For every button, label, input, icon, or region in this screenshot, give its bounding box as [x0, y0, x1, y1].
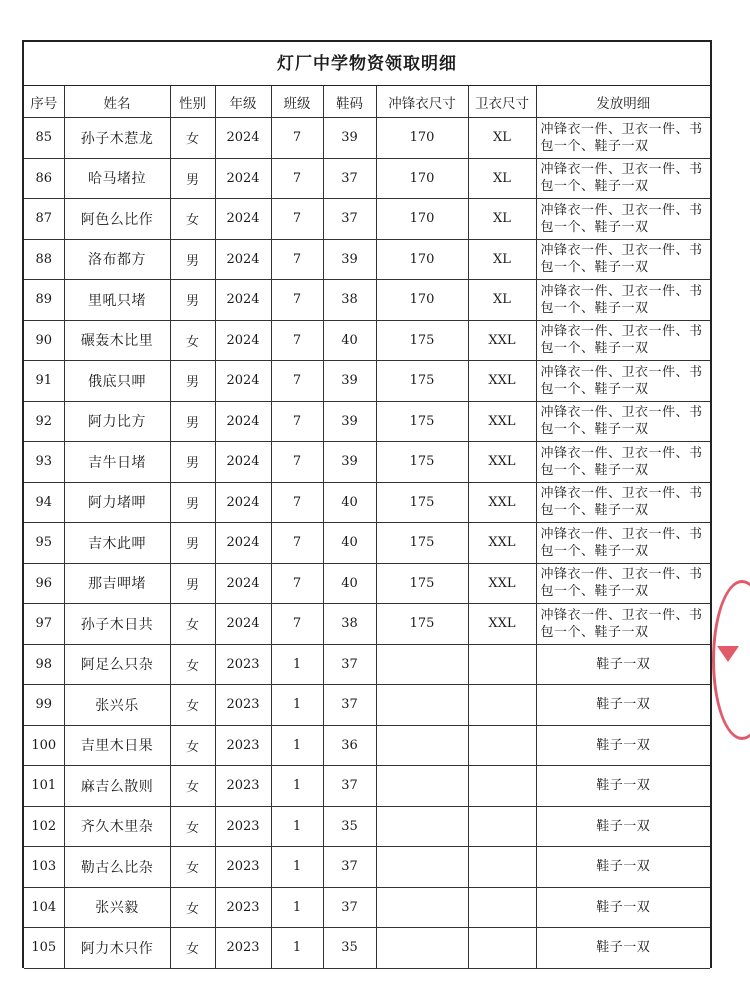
cell-detail: 冲锋衣一件、卫衣一件、书包一个、鞋子一双 [536, 320, 710, 361]
cell-grade: 2024 [215, 361, 271, 402]
cell-gender: 男 [170, 239, 215, 280]
cell-detail: 冲锋衣一件、卫衣一件、书包一个、鞋子一双 [536, 482, 710, 523]
cell-no: 95 [24, 523, 64, 564]
cell-hoodie-size [468, 685, 536, 726]
cell-hoodie-size [468, 806, 536, 847]
cell-gender: 女 [170, 806, 215, 847]
table-row [24, 928, 710, 969]
cell-shoe-size: 37 [323, 685, 376, 726]
cell-jacket-size: 175 [376, 604, 468, 645]
cell-no: 88 [24, 239, 64, 280]
cell-grade: 2024 [215, 158, 271, 199]
cell-jacket-size [376, 766, 468, 807]
cell-gender: 男 [170, 482, 215, 523]
cell-grade: 2024 [215, 523, 271, 564]
cell-name: 那吉呷堵 [64, 563, 170, 604]
cell-class: 1 [271, 847, 323, 888]
cell-shoe-size: 39 [323, 361, 376, 402]
cell-gender: 男 [170, 361, 215, 402]
cell-detail: 鞋子一双 [536, 806, 710, 847]
cell-hoodie-size: XXL [468, 563, 536, 604]
cell-name: 阿力比方 [64, 401, 170, 442]
cell-name: 麻吉么散则 [64, 766, 170, 807]
cell-detail: 冲锋衣一件、卫衣一件、书包一个、鞋子一双 [536, 280, 710, 321]
header-detail: 发放明细 [536, 86, 710, 118]
cell-name: 勒古么比杂 [64, 847, 170, 888]
cell-shoe-size: 40 [323, 320, 376, 361]
cell-grade: 2024 [215, 563, 271, 604]
cell-class: 7 [271, 239, 323, 280]
cell-gender: 女 [170, 199, 215, 240]
cell-jacket-size [376, 887, 468, 928]
cell-grade: 2023 [215, 847, 271, 888]
cell-grade: 2024 [215, 320, 271, 361]
header-gender: 性别 [170, 86, 215, 118]
cell-name: 阿力木只作 [64, 928, 170, 969]
cell-shoe-size: 40 [323, 482, 376, 523]
header-hoodie-size: 卫衣尺寸 [468, 86, 536, 118]
cell-hoodie-size [468, 928, 536, 969]
cell-grade: 2024 [215, 442, 271, 483]
cell-gender: 女 [170, 685, 215, 726]
cell-hoodie-size: XL [468, 158, 536, 199]
cell-gender: 男 [170, 442, 215, 483]
header-no: 序号 [24, 86, 64, 118]
cell-name: 阿足么只杂 [64, 644, 170, 685]
cell-no: 91 [24, 361, 64, 402]
cell-name: 孙子木日共 [64, 604, 170, 645]
cell-detail: 冲锋衣一件、卫衣一件、书包一个、鞋子一双 [536, 118, 710, 159]
cell-class: 7 [271, 442, 323, 483]
cell-name: 阿力堵呷 [64, 482, 170, 523]
cell-gender: 女 [170, 766, 215, 807]
cell-detail: 鞋子一双 [536, 847, 710, 888]
cell-jacket-size: 170 [376, 239, 468, 280]
cell-no: 89 [24, 280, 64, 321]
table-row [24, 280, 710, 321]
cell-no: 85 [24, 118, 64, 159]
cell-no: 100 [24, 725, 64, 766]
cell-hoodie-size [468, 766, 536, 807]
cell-name: 齐久木里杂 [64, 806, 170, 847]
header-grade: 年级 [215, 86, 271, 118]
cell-detail: 冲锋衣一件、卫衣一件、书包一个、鞋子一双 [536, 523, 710, 564]
cell-hoodie-size: XL [468, 239, 536, 280]
table-row [24, 806, 710, 847]
table-row [24, 644, 710, 685]
cell-detail: 冲锋衣一件、卫衣一件、书包一个、鞋子一双 [536, 563, 710, 604]
cell-hoodie-size [468, 644, 536, 685]
cell-jacket-size: 170 [376, 199, 468, 240]
cell-no: 97 [24, 604, 64, 645]
distribution-table [24, 86, 710, 969]
cell-no: 87 [24, 199, 64, 240]
cell-jacket-size [376, 685, 468, 726]
table-row [24, 199, 710, 240]
cell-jacket-size [376, 644, 468, 685]
red-seal-stamp [712, 580, 750, 740]
cell-gender: 女 [170, 887, 215, 928]
cell-detail: 鞋子一双 [536, 685, 710, 726]
cell-class: 7 [271, 199, 323, 240]
cell-no: 93 [24, 442, 64, 483]
cell-no: 94 [24, 482, 64, 523]
cell-hoodie-size: XL [468, 199, 536, 240]
cell-class: 1 [271, 766, 323, 807]
cell-grade: 2023 [215, 928, 271, 969]
table-row [24, 523, 710, 564]
cell-class: 1 [271, 685, 323, 726]
cell-hoodie-size: XXL [468, 401, 536, 442]
cell-class: 7 [271, 280, 323, 321]
cell-grade: 2023 [215, 806, 271, 847]
cell-jacket-size [376, 806, 468, 847]
cell-hoodie-size: XL [468, 118, 536, 159]
cell-class: 1 [271, 725, 323, 766]
cell-shoe-size: 39 [323, 239, 376, 280]
cell-jacket-size: 175 [376, 401, 468, 442]
cell-jacket-size [376, 847, 468, 888]
cell-gender: 女 [170, 928, 215, 969]
cell-name: 碾轰木比里 [64, 320, 170, 361]
cell-grade: 2024 [215, 118, 271, 159]
cell-no: 101 [24, 766, 64, 807]
cell-no: 86 [24, 158, 64, 199]
cell-grade: 2024 [215, 239, 271, 280]
cell-shoe-size: 40 [323, 523, 376, 564]
cell-name: 吉牛日堵 [64, 442, 170, 483]
cell-class: 7 [271, 158, 323, 199]
cell-class: 7 [271, 604, 323, 645]
cell-no: 92 [24, 401, 64, 442]
cell-gender: 男 [170, 563, 215, 604]
cell-gender: 男 [170, 401, 215, 442]
table-row [24, 239, 710, 280]
cell-name: 孙子木惹龙 [64, 118, 170, 159]
cell-gender: 女 [170, 320, 215, 361]
cell-class: 7 [271, 563, 323, 604]
cell-grade: 2023 [215, 725, 271, 766]
cell-class: 1 [271, 806, 323, 847]
cell-hoodie-size: XXL [468, 320, 536, 361]
cell-jacket-size [376, 928, 468, 969]
cell-name: 吉木此呷 [64, 523, 170, 564]
cell-name: 吉里木日果 [64, 725, 170, 766]
cell-shoe-size: 35 [323, 928, 376, 969]
cell-shoe-size: 35 [323, 806, 376, 847]
header-class: 班级 [271, 86, 323, 118]
table-row [24, 604, 710, 645]
header-shoe-size: 鞋码 [323, 86, 376, 118]
cell-shoe-size: 39 [323, 401, 376, 442]
cell-shoe-size: 38 [323, 604, 376, 645]
table-row [24, 361, 710, 402]
cell-gender: 女 [170, 118, 215, 159]
cell-name: 洛布都方 [64, 239, 170, 280]
cell-jacket-size: 170 [376, 158, 468, 199]
cell-gender: 女 [170, 847, 215, 888]
cell-hoodie-size: XXL [468, 482, 536, 523]
cell-gender: 男 [170, 158, 215, 199]
cell-detail: 冲锋衣一件、卫衣一件、书包一个、鞋子一双 [536, 158, 710, 199]
cell-hoodie-size [468, 887, 536, 928]
cell-class: 1 [271, 644, 323, 685]
cell-shoe-size: 40 [323, 563, 376, 604]
cell-detail: 冲锋衣一件、卫衣一件、书包一个、鞋子一双 [536, 604, 710, 645]
cell-detail: 鞋子一双 [536, 928, 710, 969]
cell-gender: 女 [170, 644, 215, 685]
cell-jacket-size: 170 [376, 280, 468, 321]
cell-grade: 2023 [215, 644, 271, 685]
cell-name: 哈马堵拉 [64, 158, 170, 199]
table-row [24, 320, 710, 361]
table-row [24, 847, 710, 888]
cell-class: 7 [271, 320, 323, 361]
cell-name: 张兴毅 [64, 887, 170, 928]
table-row [24, 158, 710, 199]
cell-class: 7 [271, 523, 323, 564]
cell-no: 102 [24, 806, 64, 847]
cell-shoe-size: 37 [323, 644, 376, 685]
table-header-row [24, 86, 710, 118]
cell-shoe-size: 37 [323, 847, 376, 888]
cell-hoodie-size: XL [468, 280, 536, 321]
cell-jacket-size: 175 [376, 523, 468, 564]
cell-no: 103 [24, 847, 64, 888]
cell-gender: 女 [170, 725, 215, 766]
cell-hoodie-size: XXL [468, 523, 536, 564]
cell-name: 里吼只堵 [64, 280, 170, 321]
cell-class: 1 [271, 928, 323, 969]
cell-shoe-size: 39 [323, 118, 376, 159]
cell-detail: 鞋子一双 [536, 725, 710, 766]
cell-jacket-size: 175 [376, 563, 468, 604]
table-row [24, 725, 710, 766]
table-row [24, 118, 710, 159]
cell-grade: 2024 [215, 280, 271, 321]
cell-detail: 冲锋衣一件、卫衣一件、书包一个、鞋子一双 [536, 361, 710, 402]
cell-detail: 鞋子一双 [536, 887, 710, 928]
cell-shoe-size: 37 [323, 766, 376, 807]
cell-detail: 冲锋衣一件、卫衣一件、书包一个、鞋子一双 [536, 199, 710, 240]
cell-detail: 鞋子一双 [536, 644, 710, 685]
cell-class: 7 [271, 361, 323, 402]
cell-jacket-size: 175 [376, 482, 468, 523]
cell-gender: 女 [170, 604, 215, 645]
cell-grade: 2024 [215, 401, 271, 442]
table-row [24, 887, 710, 928]
cell-no: 99 [24, 685, 64, 726]
cell-no: 96 [24, 563, 64, 604]
cell-no: 105 [24, 928, 64, 969]
cell-shoe-size: 37 [323, 199, 376, 240]
table-row [24, 685, 710, 726]
cell-class: 7 [271, 482, 323, 523]
cell-shoe-size: 38 [323, 280, 376, 321]
cell-class: 1 [271, 887, 323, 928]
cell-grade: 2024 [215, 604, 271, 645]
cell-jacket-size [376, 725, 468, 766]
cell-shoe-size: 39 [323, 442, 376, 483]
header-jacket-size: 冲锋衣尺寸 [376, 86, 468, 118]
cell-gender: 男 [170, 280, 215, 321]
cell-jacket-size: 170 [376, 118, 468, 159]
cell-gender: 男 [170, 523, 215, 564]
cell-grade: 2024 [215, 482, 271, 523]
cell-no: 98 [24, 644, 64, 685]
table-row [24, 442, 710, 483]
cell-jacket-size: 175 [376, 442, 468, 483]
cell-name: 俄底只呷 [64, 361, 170, 402]
table-row [24, 766, 710, 807]
table-row [24, 401, 710, 442]
cell-hoodie-size: XXL [468, 604, 536, 645]
sheet-title: 灯厂中学物资领取明细 [24, 42, 710, 86]
cell-detail: 冲锋衣一件、卫衣一件、书包一个、鞋子一双 [536, 442, 710, 483]
cell-hoodie-size: XXL [468, 361, 536, 402]
cell-detail: 冲锋衣一件、卫衣一件、书包一个、鞋子一双 [536, 401, 710, 442]
cell-class: 7 [271, 401, 323, 442]
cell-grade: 2023 [215, 887, 271, 928]
cell-name: 阿色么比作 [64, 199, 170, 240]
cell-grade: 2023 [215, 685, 271, 726]
header-name: 姓名 [64, 86, 170, 118]
cell-shoe-size: 37 [323, 887, 376, 928]
table-row [24, 563, 710, 604]
cell-detail: 鞋子一双 [536, 766, 710, 807]
cell-no: 90 [24, 320, 64, 361]
material-distribution-sheet [22, 40, 712, 968]
cell-shoe-size: 36 [323, 725, 376, 766]
cell-class: 7 [271, 118, 323, 159]
cell-grade: 2024 [215, 199, 271, 240]
cell-hoodie-size [468, 847, 536, 888]
cell-hoodie-size: XXL [468, 442, 536, 483]
cell-grade: 2023 [215, 766, 271, 807]
table-body [24, 118, 710, 969]
cell-jacket-size: 175 [376, 361, 468, 402]
cell-shoe-size: 37 [323, 158, 376, 199]
cell-no: 104 [24, 887, 64, 928]
cell-hoodie-size [468, 725, 536, 766]
cell-detail: 冲锋衣一件、卫衣一件、书包一个、鞋子一双 [536, 239, 710, 280]
cell-jacket-size: 175 [376, 320, 468, 361]
cell-name: 张兴乐 [64, 685, 170, 726]
table-row [24, 482, 710, 523]
